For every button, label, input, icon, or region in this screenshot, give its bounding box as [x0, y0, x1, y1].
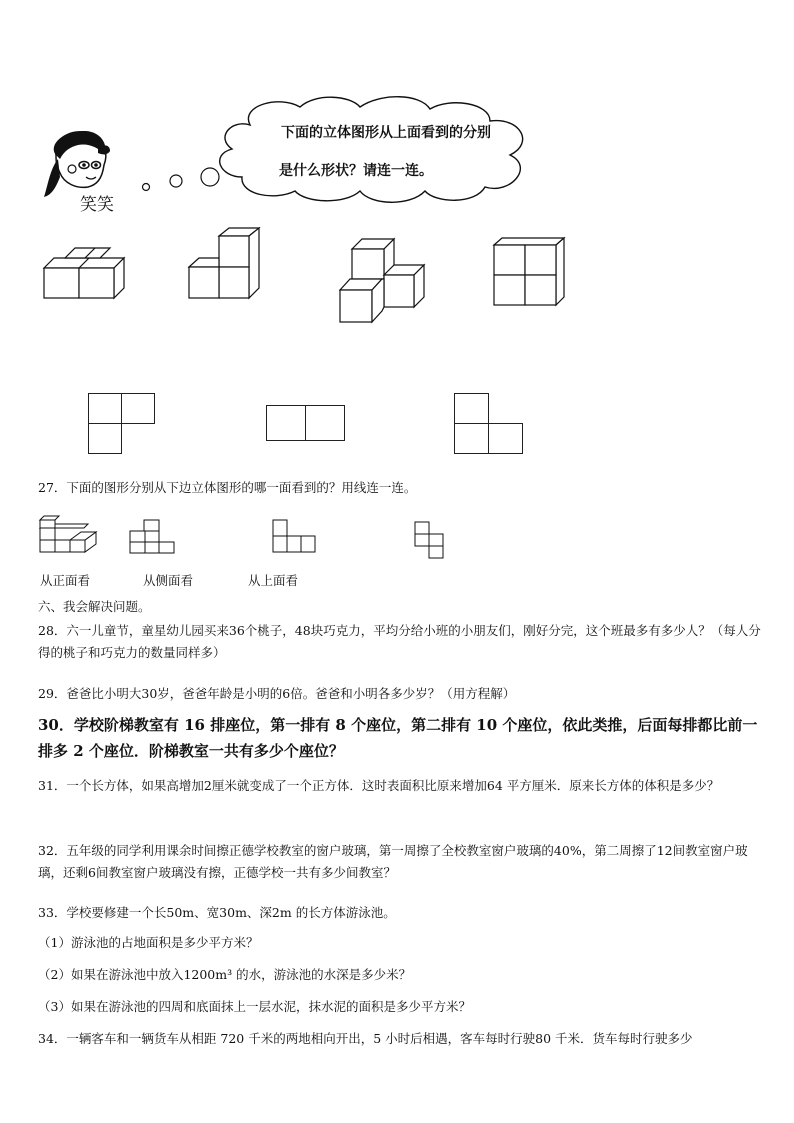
- question-33-part-3: （3）如果在游泳池的四周和底面抹上一层水泥，抹水泥的面积是多少平方米？: [38, 999, 471, 1014]
- question-34: 34．一辆客车和一辆货车从相距 720 千米的两地相向开出，5 小时后相遇，客车每时行驶80 千米．货车每时行驶多少: [38, 1031, 693, 1046]
- question-33-part-1: （1）游泳池的占地面积是多少平方米？: [38, 935, 259, 950]
- q27-view-shape-2: [271, 518, 321, 554]
- question-27: 27．下面的图形分别从下边立体图形的哪一面看到的？用线连一连。: [38, 480, 417, 495]
- q27-solid-figure: [38, 514, 100, 554]
- character-name-badge: 笑笑: [80, 195, 114, 215]
- thought-bubble-icon: [140, 95, 580, 215]
- question-28: 28．六一儿童节，童星幼儿园买来36个桃子，48块巧克力，平均分给小班的小朋友们，刚好分完，这个班最多有多少人？（每人分得的桃子和巧克力的数量同样多）: [38, 623, 761, 660]
- q27-view-shape-3: [413, 520, 449, 560]
- solid-figure-2: [187, 226, 267, 301]
- label-side-view: 从侧面看: [143, 573, 194, 588]
- question-33-part-2: （2）如果在游泳池中放入1200m³ 的水，游泳池的水深是多少米？: [38, 967, 412, 982]
- solid-figure-1: [40, 245, 130, 305]
- question-33: 33．学校要修建一个长50m、宽30m、深2m 的长方体游泳池。: [38, 905, 396, 920]
- question-30: 30．学校阶梯教室有 16 排座位，第一排有 8 个座位，第二排有 10 个座位，依此类推，后面每排都比前一排多 2 个座位．阶梯教室一共有多少个座位？: [38, 716, 758, 760]
- section-heading: 六、我会解决问题。: [38, 599, 151, 614]
- q27-view-shape-1: [128, 518, 178, 554]
- label-top-view: 从上面看: [248, 573, 299, 588]
- question-31: 31．一个长方体，如果高增加2厘米就变成了一个正方体．这时表面积比原来增加64 平方厘米．原来长方体的体积是多少？: [38, 778, 720, 793]
- solid-figure-3: [338, 235, 428, 325]
- solid-figure-4: [490, 237, 570, 312]
- label-front-view: 从正面看: [40, 573, 91, 588]
- question-29: 29．爸爸比小明大30岁，爸爸年龄是小明的6倍。爸爸和小明各多少岁？（用方程解）: [38, 686, 516, 701]
- bubble-line-2: 是什么形状？请连一连。: [279, 163, 433, 179]
- bubble-line-1: 下面的立体图形从上面看到的分别: [281, 125, 491, 141]
- question-32: 32．五年级的同学利用课余时间擦正德学校教室的窗户玻璃，第一周擦了全校教室窗户玻璃的40%，第二周擦了12间教室窗户玻璃，还剩6间教室窗户玻璃没有擦，正德学校一共有多少间教室？: [38, 843, 748, 880]
